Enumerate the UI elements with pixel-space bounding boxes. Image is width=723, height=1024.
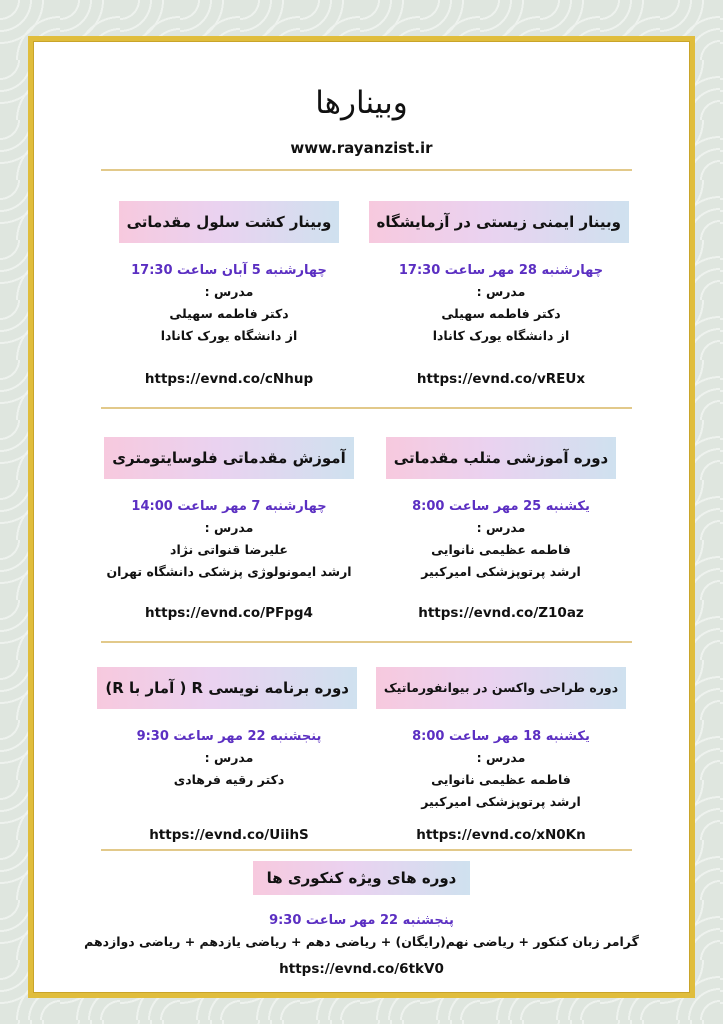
poster-card [28, 36, 695, 998]
instructor-affiliation: از دانشگاه یورک کانادا [160, 328, 298, 343]
webinar-heading: آموزش مقدماتی فلوسایتومتری [104, 437, 353, 479]
instructor-name: دکتر فاطمه سهیلی [169, 306, 289, 321]
webinar-cell-culture [101, 201, 357, 391]
instructor-name: علیرضا قنواتی نژاد [170, 542, 288, 557]
konkur-link[interactable]: https://evnd.co/6tkV0 [279, 961, 444, 977]
instructor-affiliation: از دانشگاه یورک کانادا [432, 328, 570, 343]
webinar-heading: وبینار ایمنی زیستی در آزمایشگاه [369, 201, 629, 243]
webinar-heading: دوره طراحی واکسن در بیوانفورماتیک [376, 667, 626, 709]
course-flow-cytometry [101, 437, 357, 627]
webinar-date: پنجشنبه 22 مهر ساعت 9:30 [136, 729, 322, 744]
webinar-link[interactable]: https://evnd.co/UiihS [149, 827, 309, 843]
webinar-biosafety [373, 201, 629, 391]
webinar-date: یکشنبه 25 مهر ساعت 8:00 [412, 499, 590, 514]
course-r-programming [101, 667, 357, 857]
webinar-heading: دوره آموزشی متلب مقدماتی [386, 437, 616, 479]
instructor-name: دکتر فاطمه سهیلی [441, 306, 561, 321]
course-matlab [373, 437, 629, 627]
webinar-link[interactable]: https://evnd.co/cNhup [144, 371, 314, 387]
webinar-link[interactable]: https://evnd.co/Z10az [418, 605, 584, 621]
konkur-heading: دوره های ویژه کنکوری ها [253, 861, 471, 895]
instructor-label: مدرس : [476, 284, 526, 299]
webinar-link[interactable]: https://evnd.co/vREUx [416, 371, 586, 387]
divider [101, 169, 632, 171]
konkur-date: پنجشنبه 22 مهر ساعت 9:30 [269, 913, 454, 928]
instructor-label: مدرس : [204, 284, 254, 299]
webinar-date: چهارشنبه 28 مهر ساعت 17:30 [398, 263, 604, 278]
instructor-name: فاطمه عظیمی نانوایی [431, 542, 571, 557]
website-url[interactable]: www.rayanzist.ir [290, 139, 433, 157]
instructor-label: مدرس : [204, 520, 254, 535]
webinar-link[interactable]: https://evnd.co/PFpg4 [145, 605, 313, 621]
webinar-date: چهارشنبه 5 آبان ساعت 17:30 [131, 263, 327, 278]
instructor-label: مدرس : [476, 520, 526, 535]
konkur-section [33, 861, 690, 895]
page-title: وبینارها [315, 85, 408, 121]
webinar-heading: دوره برنامه نویسی R ( آمار با R) [97, 667, 357, 709]
course-vaccine-design [373, 667, 629, 857]
webinar-date: چهارشنبه 7 مهر ساعت 14:00 [131, 499, 327, 514]
instructor-affiliation: ارشد پرتوپزشکی امیرکبیر [421, 564, 581, 579]
divider [101, 407, 632, 409]
instructor-name: فاطمه عظیمی نانوایی [431, 772, 571, 787]
instructor-affiliation: ارشد پرتوپزشکی امیرکبیر [421, 794, 581, 809]
webinar-heading: وبینار کشت سلول مقدماتی [119, 201, 340, 243]
divider [101, 849, 632, 851]
instructor-affiliation: ارشد ایمونولوژی پزشکی دانشگاه تهران [106, 564, 352, 579]
webinar-link[interactable]: https://evnd.co/xN0Kn [416, 827, 586, 843]
webinar-date: یکشنبه 18 مهر ساعت 8:00 [412, 729, 590, 744]
divider [101, 641, 632, 643]
instructor-label: مدرس : [204, 750, 254, 765]
konkur-description: گرامر زبان کنکور + ریاضی نهم(رایگان) + ریاضی دهم + ریاضی یازدهم + ریاضی دوازدهم [84, 934, 639, 949]
instructor-label: مدرس : [476, 750, 526, 765]
instructor-name: دکتر رقیه فرهادی [173, 772, 285, 787]
